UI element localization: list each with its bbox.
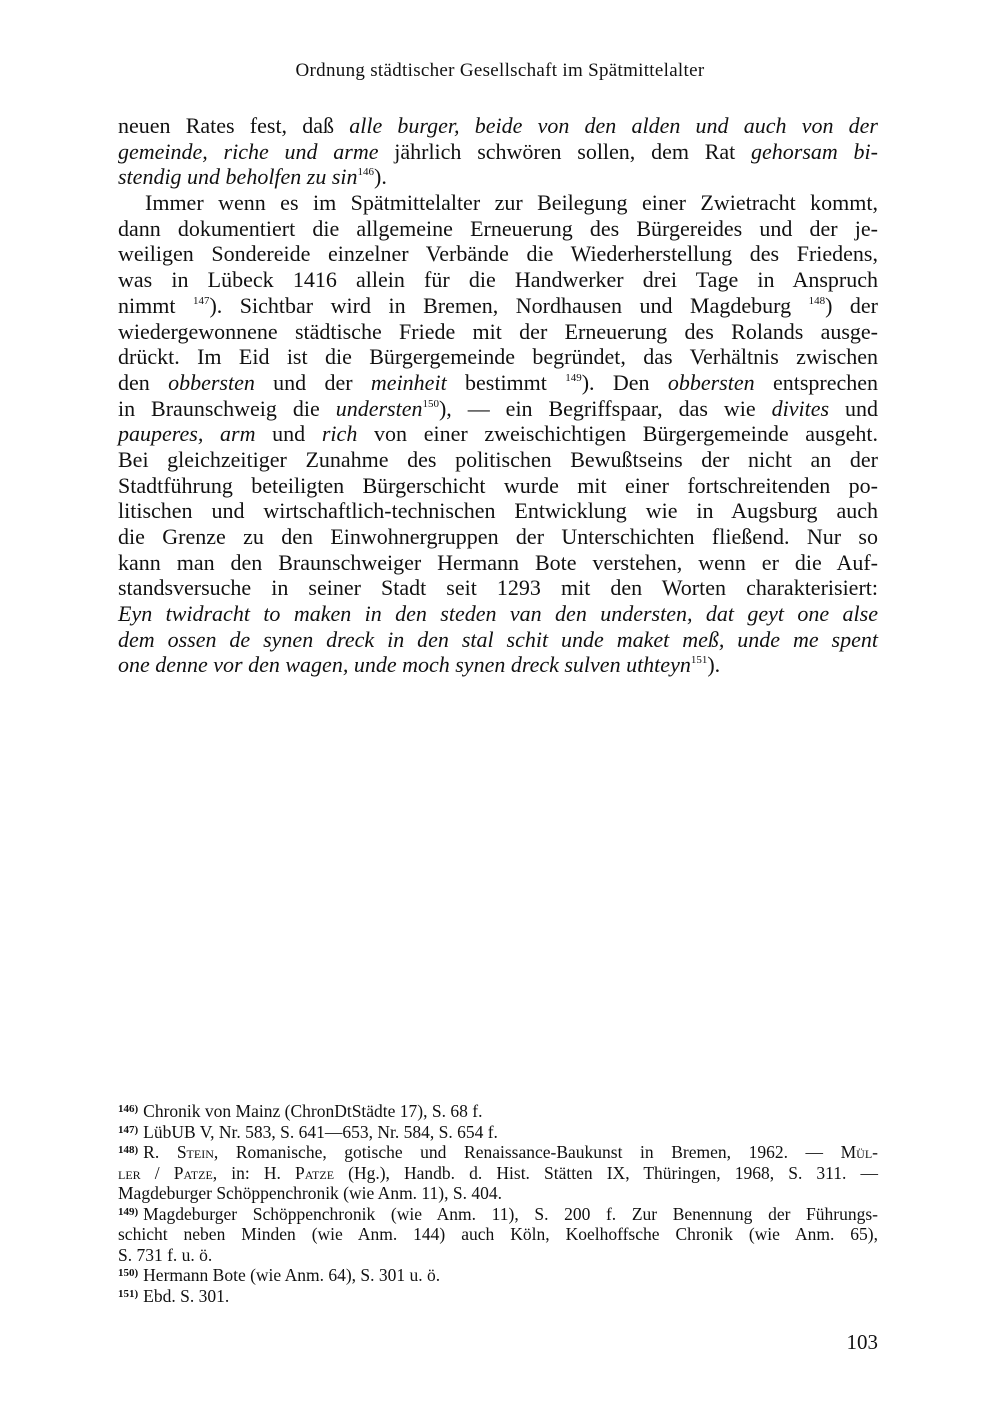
italic-text: gehorsam bi-	[751, 138, 878, 164]
quote-line	[118, 652, 878, 678]
footnote-ref: 150	[422, 397, 439, 410]
page-number: 103	[846, 1330, 878, 1354]
running-head: Ordnung städtischer Gesellschaft im Spätmittelalter	[295, 60, 705, 81]
footnote-148	[118, 1142, 878, 1163]
footnote-ref: 146	[357, 166, 375, 179]
footnote-number: 148)	[118, 1144, 139, 1156]
body-text	[118, 113, 878, 678]
footnote-149	[118, 1204, 878, 1225]
text: ). Den	[581, 369, 668, 395]
footnote-ref: 148	[808, 294, 826, 307]
italic-text: dem ossen de synen dreck in den stal schit unde maket meß, unde me spent	[118, 626, 878, 652]
text: bestimmt	[446, 369, 566, 395]
footnote-text: LübUB V, Nr. 583, S. 641—653, Nr. 584, S. 654 f.	[143, 1121, 498, 1142]
footnote-number: 146)	[118, 1103, 139, 1115]
italic-text: stendig und beholfen zu sin	[118, 164, 358, 190]
text-line: weiligen Sondereide einzelner Verbände die Wiederherstellung des Friedens,	[118, 241, 878, 267]
text: ). Sichtbar wird in Bremen, Nordhausen und Magdeburg	[209, 292, 809, 318]
text: jährlich schwören sollen, dem Rat	[378, 138, 752, 164]
footnote-148-cont: Magdeburger Schöppenchronik (wie Anm. 11), S. 404.	[118, 1183, 502, 1203]
footnote-151	[118, 1286, 878, 1307]
text: ), — ein Begriffspaar, das wie	[438, 395, 772, 421]
footnote-148-cont	[118, 1163, 878, 1184]
text-line	[118, 164, 878, 190]
author-name: Stein	[176, 1142, 214, 1162]
text-line: standsversuche in seiner Stadt seit 1293 mit den Worten charakterisiert:	[118, 575, 878, 601]
footnote-146	[118, 1101, 878, 1122]
text: und	[829, 395, 878, 421]
text: und	[255, 421, 322, 447]
author-name: Mül-	[840, 1142, 878, 1162]
text-line: wiedergewonnene städtische Friede mit der Erneuerung des Rolands ausge-	[118, 318, 878, 344]
footnote-text: Chronik von Mainz (ChronDtStädte 17), S. 68 f.	[143, 1101, 483, 1121]
text-line: kann man den Braunschweiger Hermann Bote verstehen, wenn er die Auf-	[118, 549, 878, 575]
italic-text: divites	[771, 395, 830, 421]
text-line: Bei gleichzeitiger Zunahme des politischen Bewußtseins der nicht an der	[118, 446, 878, 472]
text: ).	[707, 652, 721, 678]
text-line	[118, 370, 878, 396]
italic-text: obbersten	[667, 369, 755, 395]
footnote-text: Hermann Bote (wie Anm. 64), S. 301 u. ö.	[143, 1265, 441, 1285]
author-name: ler / Patze	[118, 1162, 213, 1183]
text: nimmt	[118, 292, 193, 318]
footnote-text: Magdeburger Schöppenchronik (wie Anm. 11), S. 200 f. Zur Benennung der Führungs-	[143, 1203, 878, 1224]
footnote-149-cont: schicht neben Minden (wie Anm. 144) auch Köln, Koelhoffsche Chronik (wie Anm. 65),	[118, 1224, 878, 1244]
footnote-text: (Hg.), Handb. d. Hist. Stätten IX, Thüringen, 1968, S. 311. —	[334, 1162, 878, 1183]
text-line	[118, 113, 878, 139]
text-line: drückt. Im Eid ist die Bürgergemeinde begründet, das Verhältnis zwischen	[118, 344, 878, 370]
italic-text: rich	[321, 421, 358, 447]
quote-line	[118, 627, 878, 653]
text-line: litischen und wirtschaftlich-technischen Entwicklung wie in Augsburg auch	[118, 498, 878, 524]
footnote-text: R.	[143, 1142, 177, 1162]
text: neuen Rates fest, daß	[118, 113, 350, 138]
text: ).	[374, 164, 387, 190]
text-line: die Grenze zu den Einwohnergruppen der Unterschichten fließend. Nur so	[118, 524, 878, 549]
footnotes	[118, 1101, 878, 1306]
text: entsprechen	[754, 369, 879, 395]
paragraph-first-line: Immer wenn es im Spätmittelalter zur Beilegung einer Zwietracht kommt,	[145, 190, 878, 216]
footnote-150	[118, 1265, 878, 1286]
text: von einer zweischichtigen Bürgergemeinde ausgeht.	[357, 421, 878, 447]
quote-line	[118, 601, 878, 627]
italic-text: understen	[335, 395, 423, 421]
text-line: dann dokumentiert die allgemeine Erneuerung des Bürgereides und der je-	[118, 215, 878, 241]
text-line: was in Lübeck 1416 allein für die Handwerker drei Tage in Anspruch	[118, 267, 878, 293]
footnote-text: Ebd. S. 301.	[143, 1285, 230, 1306]
italic-text: obbersten	[168, 369, 255, 395]
footnote-147	[118, 1122, 878, 1143]
footnote-text: , Romanische, gotische und Renaissance-Baukunst in Bremen, 1962. —	[213, 1142, 841, 1162]
italic-text: alle burger, beide von den alden und auch von der	[349, 113, 878, 138]
footnote-ref: 149	[565, 371, 582, 384]
text: in Braunschweig die	[118, 395, 336, 421]
footnote-text: , in: H.	[212, 1162, 295, 1183]
italic-text: pauperes, arm	[118, 421, 256, 447]
italic-text: one denne vor den wagen, unde moch synen dreck sulven uthteyn	[118, 652, 691, 678]
author-name: Patze	[294, 1162, 335, 1183]
footnote-number: 149)	[118, 1205, 139, 1218]
footnote-number: 150)	[118, 1267, 139, 1279]
italic-text: Eyn twidracht to maken in den steden van den understen, dat geyt one alse	[118, 601, 878, 627]
text-line	[118, 396, 878, 422]
footnote-ref: 147	[192, 294, 210, 307]
text-line	[118, 421, 878, 447]
text-line	[118, 293, 878, 319]
footnote-number: 151)	[118, 1287, 139, 1300]
italic-text: meinheit	[370, 369, 447, 395]
text-line	[118, 139, 878, 165]
text-line: Stadtführung beteiligten Bürgerschicht wurde mit einer fortschreitenden po-	[118, 472, 878, 498]
text: ) der	[825, 292, 879, 318]
italic-text: gemeinde, riche und arme	[118, 138, 379, 164]
text: und der	[254, 369, 371, 395]
footnote-149-cont: S. 731 f. u. ö.	[118, 1244, 213, 1265]
text: den	[118, 369, 169, 395]
footnote-number: 147)	[118, 1123, 139, 1136]
footnote-ref: 151	[690, 654, 708, 667]
